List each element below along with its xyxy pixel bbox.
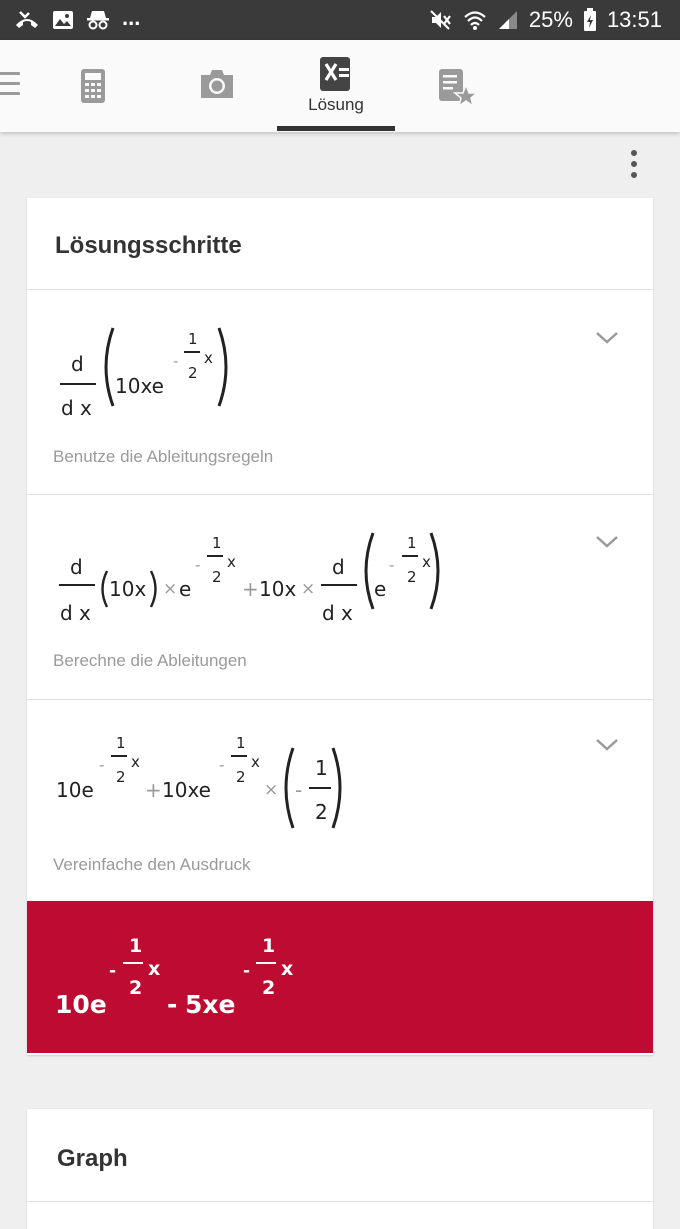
signal-icon (497, 9, 519, 31)
step-2-expression: d d x 10x × e - 1 2 x + 10x × d d x e - 1 2 x (27, 495, 607, 635)
fraction-bar (60, 383, 96, 385)
tab-calculator[interactable] (62, 40, 124, 132)
final-result (27, 901, 653, 1053)
step-2[interactable] (27, 494, 653, 699)
more-options-icon[interactable] (628, 150, 640, 180)
image-icon (52, 9, 74, 31)
active-tab-indicator (277, 126, 395, 131)
tab-solution-label: Lösung (308, 95, 364, 114)
incognito-icon (86, 9, 110, 31)
tab-favorites[interactable] (426, 40, 488, 132)
step-2-description: Berechne die Ableitungen (53, 651, 247, 670)
card-title: Lösungsschritte (55, 232, 242, 259)
calculator-icon (80, 68, 106, 104)
chevron-down-icon[interactable] (595, 738, 619, 752)
app-toolbar (0, 40, 680, 132)
tab-solution[interactable] (290, 40, 382, 132)
mute-icon (429, 9, 453, 31)
result-expression: 10e - 1 2 x - 5xe - 1 2 x (55, 935, 294, 1019)
graph-card[interactable] (27, 1109, 653, 1229)
camera-icon (198, 68, 236, 100)
clock: 13:51 (606, 7, 662, 32)
battery-icon (583, 8, 597, 32)
battery-percent: 25% (528, 7, 573, 32)
step-1-description: Benutze die Ableitungsregeln (53, 447, 274, 466)
status-bar (0, 0, 680, 40)
graph-card-title: Graph (57, 1145, 128, 1172)
step-1[interactable] (27, 289, 653, 494)
solution-icon (319, 56, 353, 92)
more-notifications-icon: ... (122, 5, 141, 30)
step-3-expression: 10e - 1 2 x + 10xe - 1 2 x × - 1 2 (27, 700, 427, 840)
wifi-icon (463, 9, 487, 31)
solution-steps-card (27, 198, 653, 1055)
divider (27, 1201, 653, 1202)
menu-icon[interactable] (0, 72, 20, 98)
chevron-down-icon[interactable] (595, 331, 619, 345)
step-1-expression: d d x 10xe - 1 2 x (27, 290, 527, 430)
step-3-description: Vereinfache den Ausdruck (53, 855, 251, 874)
tab-camera[interactable] (186, 40, 248, 132)
missed-call-icon (14, 9, 40, 31)
step-3[interactable] (27, 699, 653, 901)
favorites-icon (437, 68, 477, 106)
